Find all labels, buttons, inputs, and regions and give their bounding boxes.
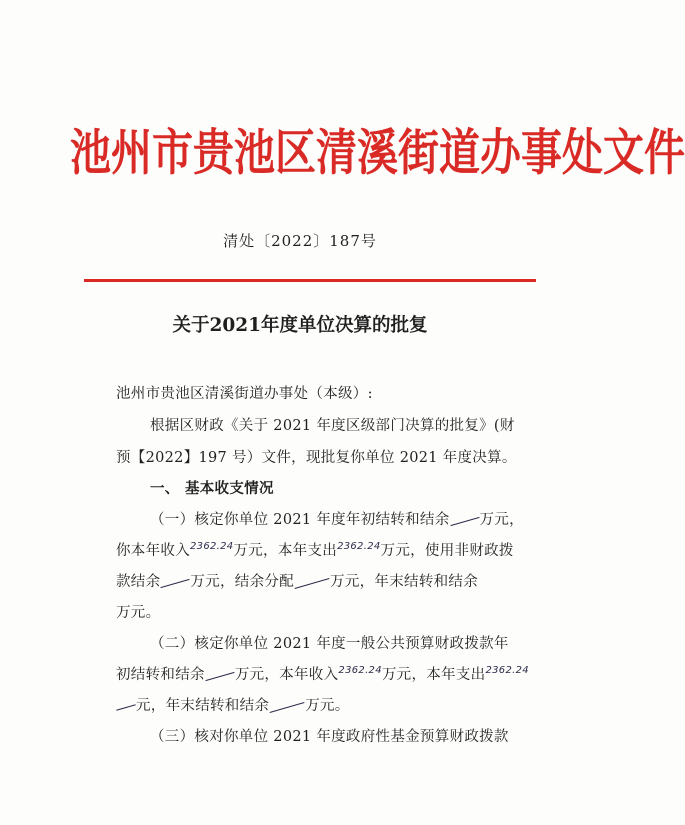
red-divider xyxy=(84,279,536,282)
document-subject: 关于2021年度单位决算的批复 xyxy=(172,315,428,336)
para2-text-c: 万元，本年支出 xyxy=(381,667,486,683)
para3-line-1: （三）核对你单位 2021 年度政府性基金预算财政拨款 xyxy=(150,729,509,745)
intro-line-1: 根据区财政《关于 2021 年度区级部门决算的批复》(财 xyxy=(150,418,515,434)
handwritten-dash xyxy=(295,578,330,589)
handwritten-income: 2362.24 xyxy=(190,541,234,552)
para2-text-e: 万元。 xyxy=(305,698,350,714)
handwritten-dash xyxy=(450,517,479,526)
handwritten-dash xyxy=(116,704,136,710)
para1-line-3 xyxy=(116,570,478,591)
handwritten-income-2: 2362.24 xyxy=(338,665,382,676)
para1-text-h: 万元，年末结转和结余 xyxy=(330,574,479,590)
para1-line-1 xyxy=(150,508,524,529)
para1-text-f: 款结余 xyxy=(116,574,161,590)
document-number: 清处〔2022〕187号 xyxy=(223,232,377,250)
para1-line-4: 万元。 xyxy=(116,605,161,621)
header-org-title: 池州市贵池区清溪街道办事处文件 xyxy=(70,123,685,182)
para1-text-a: （一）核定你单位 2021 年度年初结转和结余 xyxy=(150,512,450,528)
para2-text-a: 初结转和结余 xyxy=(116,667,205,683)
handwritten-expenditure: 2362.24 xyxy=(337,541,381,552)
handwritten-expenditure-2: 2362.24 xyxy=(485,665,529,676)
para1-text-e: 万元，使用非财政拨 xyxy=(380,543,514,559)
para1-line-2 xyxy=(116,539,514,560)
para1-text-b: 万元， xyxy=(479,512,524,528)
para2-line-3 xyxy=(116,694,350,715)
handwritten-dash xyxy=(270,702,305,713)
para2-line-1: （二）核定你单位 2021 年度一般公共预算财政拨款年 xyxy=(150,636,509,652)
para2-text-d: 元，年末结转和结余 xyxy=(136,698,270,714)
para1-text-c: 你本年收入 xyxy=(116,543,190,559)
addressee: 池州市贵池区清溪街道办事处（本级）: xyxy=(116,386,373,402)
handwritten-dash xyxy=(205,672,234,681)
para1-text-d: 万元，本年支出 xyxy=(233,543,338,559)
handwritten-dash xyxy=(161,579,190,588)
para2-line-2 xyxy=(116,663,529,684)
intro-line-2: 预【2022】197 号）文件，现批复你单位 2021 年度决算。 xyxy=(116,450,517,466)
para2-text-b: 万元，本年收入 xyxy=(234,667,339,683)
section-basic-revenue-expenditure: 一、 基本收支情况 xyxy=(150,480,274,497)
para1-text-g: 万元，结余分配 xyxy=(190,574,295,590)
